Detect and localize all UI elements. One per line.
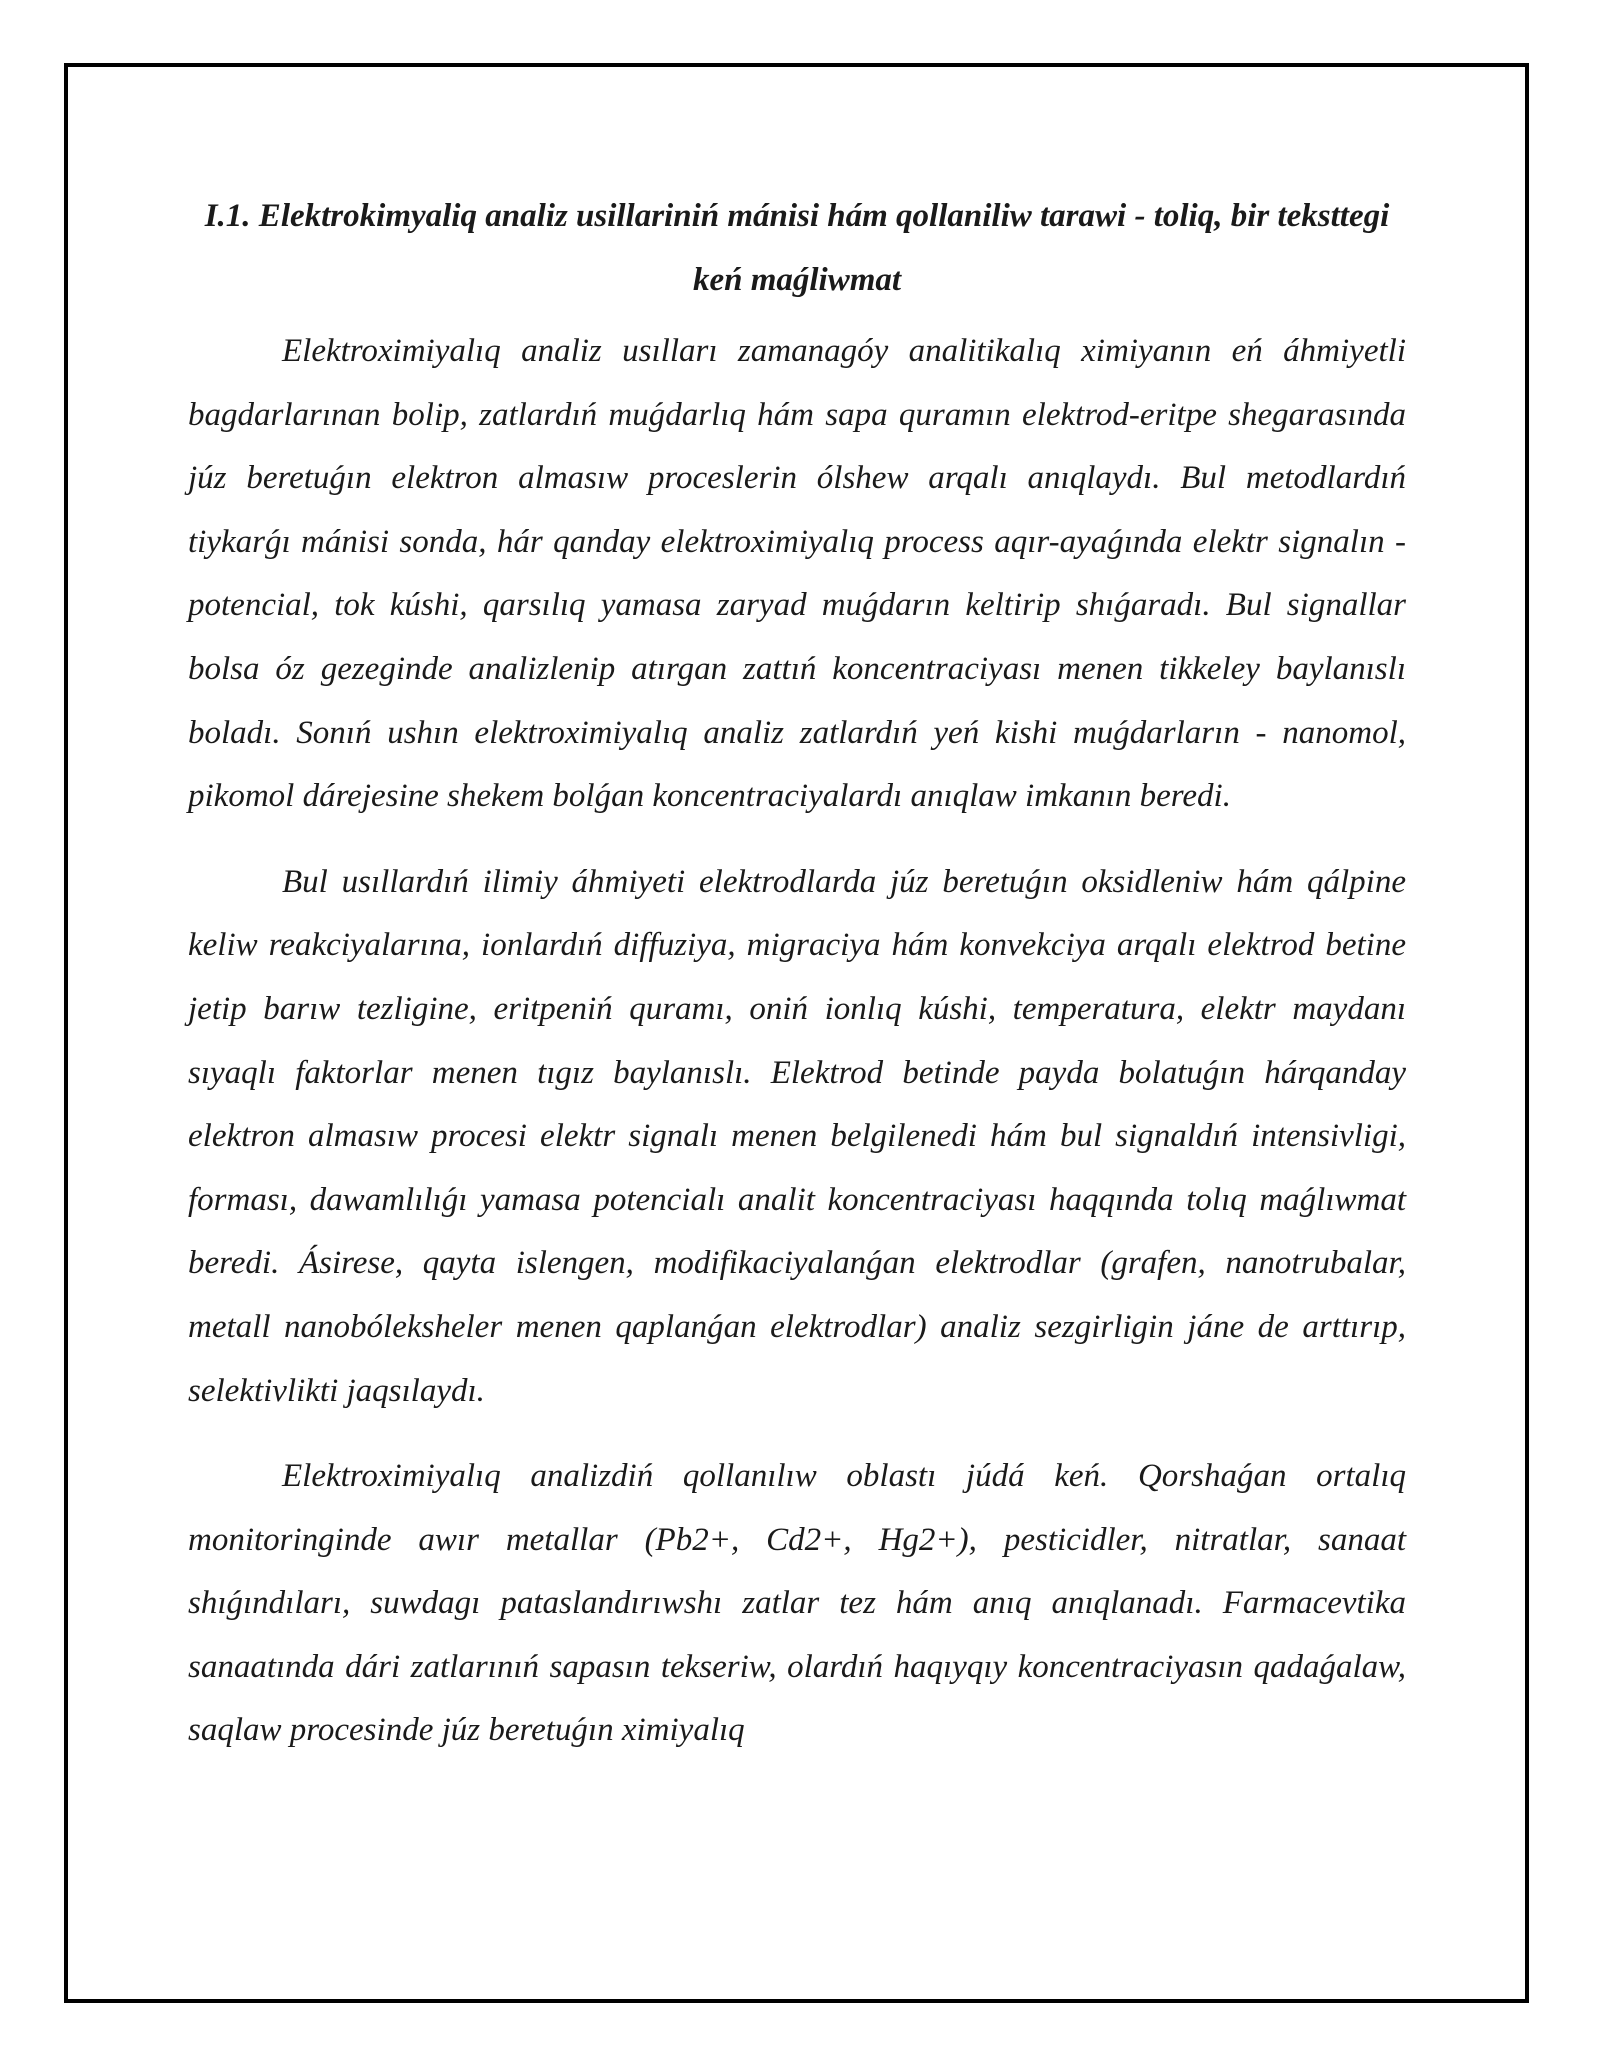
document-body — [188, 184, 1406, 1785]
paragraph-3: Elektroximiyalıq analizdiń qollanılıw oblastı júdá keń. Qorshaǵan ortalıq monitoringinde awır metallar (Pb2+, Cd2+, Hg2+), pesticidler, nitratlar, sanaat shıǵındıları, suwdagı pataslandırıwshı zatlar tez hám anıq anıqlanadı. Farmacevtika sanaatında dári zatlarınıń sapasın tekseriw, olardıń haqıyqıy koncentraciyasın qadaǵalaw, saqlaw procesinde júz beretuǵın ximiyalıq — [188, 1458, 1406, 1749]
document-title: I.1. Elektrokimyaliq analiz usillariniń mánisi hám qollaniliw tarawi - toliq, bir teksttegi keń maǵliwmat — [204, 198, 1390, 298]
paragraph-2: Bul usıllardıń ilimiy áhmiyeti elektrodlarda júz beretuǵın oksidleniw hám qálpine keliw reakciyalarına, ionlardıń diffuziya, migraciya hám konvekciya arqalı elektrod betine jetip barıw tezligine, eritpeniń quramı, oniń ionlıq kúshi, temperatura, elektr maydanı sıyaqlı faktorlar menen tıgız baylanıslı. Elektrod betinde payda bolatuǵın hárqanday elektron almasıw procesi elektr signalı menen belgilenedi hám bul signaldıń intensivligi, forması, dawamlılıǵı yamasa potencialı analit koncentraciyası haqqında tolıq maǵlıwmat beredi. Ásirese, qayta islengen, modifikaciyalanǵan elektrodlar (grafen, nanotrubalar, metall nanobóleksheler menen qaplanǵan elektrodlar) analiz sezgirligin jáne de arttırıp, selektivlikti jaqsılaydı. — [188, 863, 1406, 1409]
paragraph-1: Elektroximiyalıq analiz usılları zamanagóy analitikalıq ximiyanın eń áhmiyetli bagdarlarınan bolip, zatlardıń muǵdarlıq hám sapa quramın elektrod-eritpe shegarasında júz beretuǵın elektron almasıw proceslerin ólshew arqalı anıqlaydı. Bul metodlardıń tiykarǵı mánisi sonda, hár qanday elektroximiyalıq process aqır-ayaǵında elektr signalın - potencial, tok kúshi, qarsılıq yamasa zaryad muǵdarın keltirip shıǵaradı. Bul signallar bolsa óz gezeginde analizlenip atırgan zattıń koncentraciyası menen tikkeley baylanıslı boladı. Sonıń ushın elektroximiyalıq analiz zatlardıń yeń kishi muǵdarların - nanomol, pikomol dárejesine shekem bolǵan koncentraciyalardı anıqlaw imkanın beredi. — [188, 333, 1406, 815]
